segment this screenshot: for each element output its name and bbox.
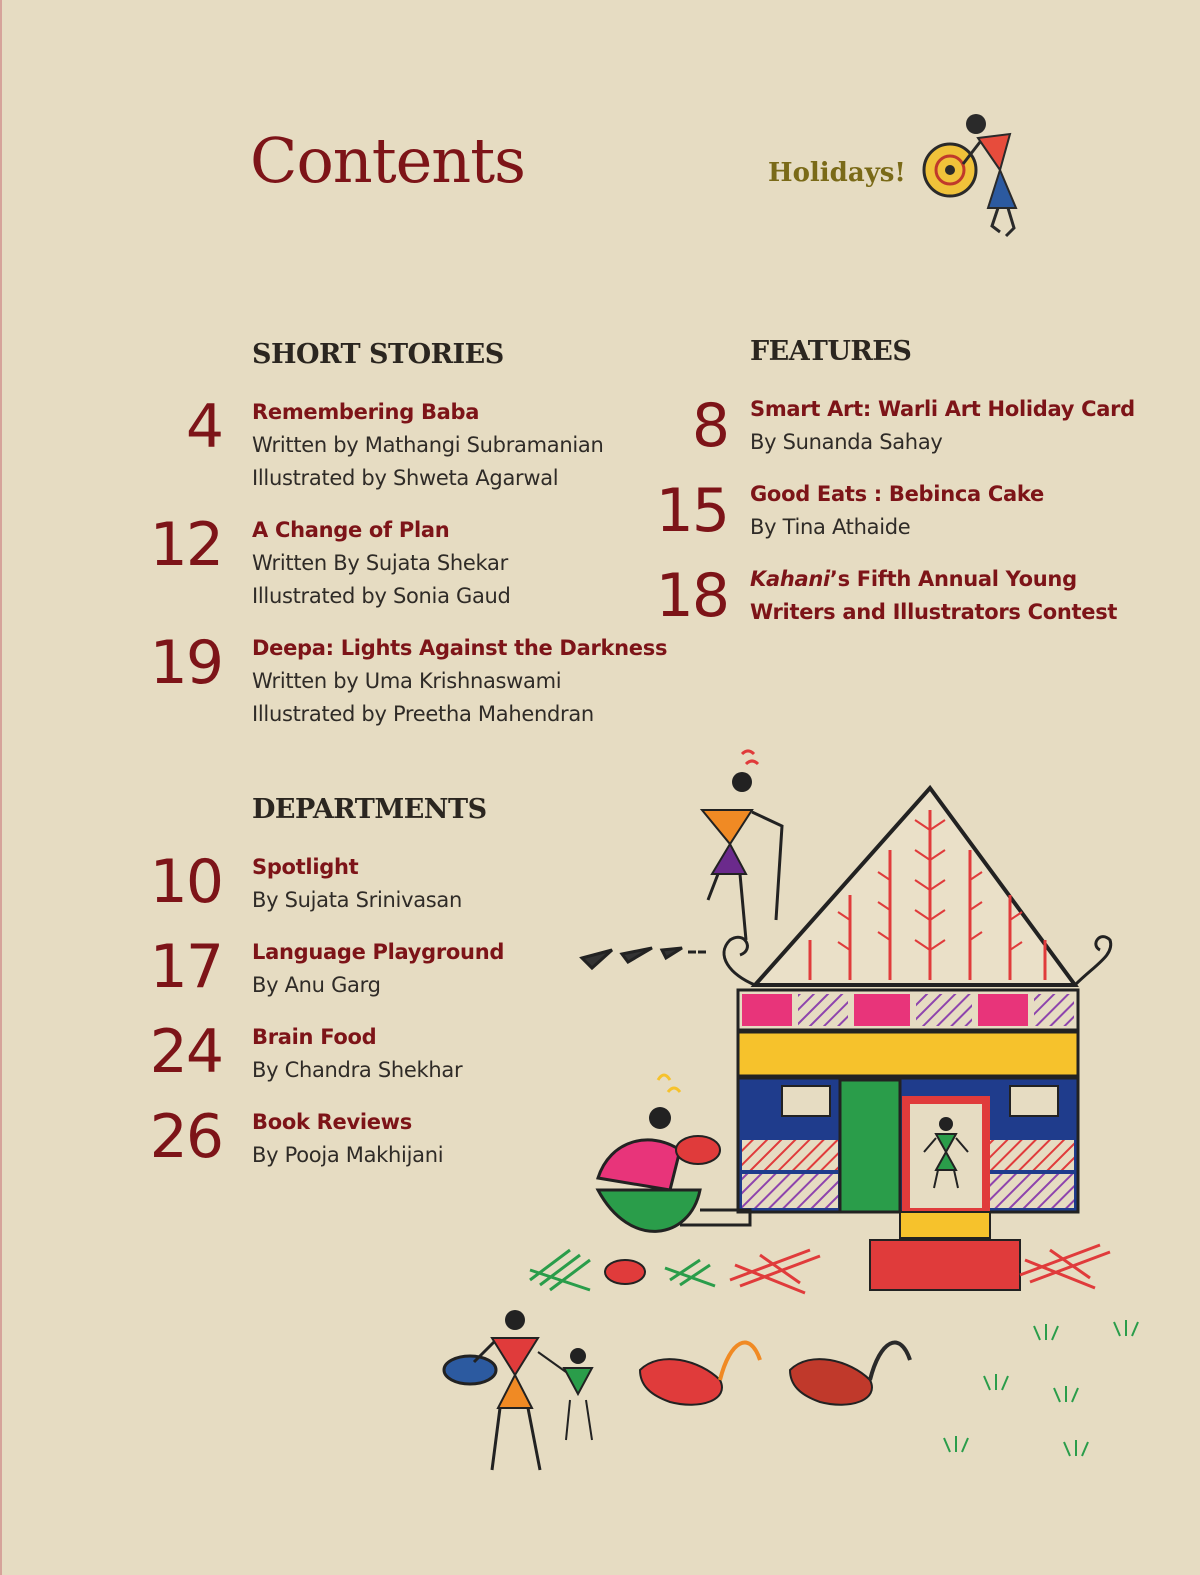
story-illustrator: Illustrated by Shweta Agarwal xyxy=(252,466,559,490)
page-number: 26 xyxy=(149,1102,222,1172)
feature-author: By Sunanda Sahay xyxy=(750,430,943,454)
story-author: Written by Mathangi Subramanian xyxy=(252,433,604,457)
page-number: 8 xyxy=(691,391,728,461)
warli-house-illustration xyxy=(430,740,1170,1500)
page-number: 18 xyxy=(655,561,728,631)
magazine-name: Kahani xyxy=(750,567,830,591)
story-author: Written by Uma Krishnaswami xyxy=(252,669,562,693)
feature-title[interactable] xyxy=(750,563,1117,596)
departments-heading: DEPARTMENTS xyxy=(252,794,487,825)
story-author: Written By Sujata Shekar xyxy=(252,551,508,575)
department-author: By Chandra Shekhar xyxy=(252,1058,463,1082)
story-illustrator: Illustrated by Sonia Gaud xyxy=(252,584,511,608)
page-number: 19 xyxy=(149,628,222,698)
page-number: 17 xyxy=(149,932,222,1002)
department-title[interactable]: Book Reviews xyxy=(252,1110,412,1134)
left-margin-rule xyxy=(0,0,2,1575)
feature-title[interactable]: Smart Art: Warli Art Holiday Card xyxy=(750,397,1135,421)
department-author: By Sujata Srinivasan xyxy=(252,888,462,912)
story-title[interactable]: A Change of Plan xyxy=(252,518,450,542)
department-title[interactable]: Language Playground xyxy=(252,940,505,964)
page-number: 24 xyxy=(149,1017,222,1087)
story-title[interactable]: Remembering Baba xyxy=(252,400,480,424)
feature-title-line2[interactable]: Writers and Illustrators Contest xyxy=(750,600,1118,624)
page-title: Contents xyxy=(250,124,525,197)
feature-title[interactable]: Good Eats : Bebinca Cake xyxy=(750,482,1044,506)
department-author: By Pooja Makhijani xyxy=(252,1143,444,1167)
page-number: 10 xyxy=(149,847,222,917)
features-heading: FEATURES xyxy=(750,336,912,367)
page-number: 15 xyxy=(655,476,728,546)
department-title[interactable]: Brain Food xyxy=(252,1025,377,1049)
issue-theme: Holidays! xyxy=(768,158,906,188)
department-title[interactable]: Spotlight xyxy=(252,855,359,879)
page-number: 4 xyxy=(185,392,222,462)
story-illustrator: Illustrated by Preetha Mahendran xyxy=(252,702,594,726)
warli-drummer-illustration xyxy=(918,108,1028,243)
feature-title-rest: ’s Fifth Annual Young xyxy=(829,567,1077,591)
department-author: By Anu Garg xyxy=(252,973,381,997)
short-stories-heading: SHORT STORIES xyxy=(252,339,504,370)
story-title[interactable]: Deepa: Lights Against the Darkness xyxy=(252,636,668,660)
page-number: 12 xyxy=(149,510,222,580)
feature-author: By Tina Athaide xyxy=(750,515,911,539)
